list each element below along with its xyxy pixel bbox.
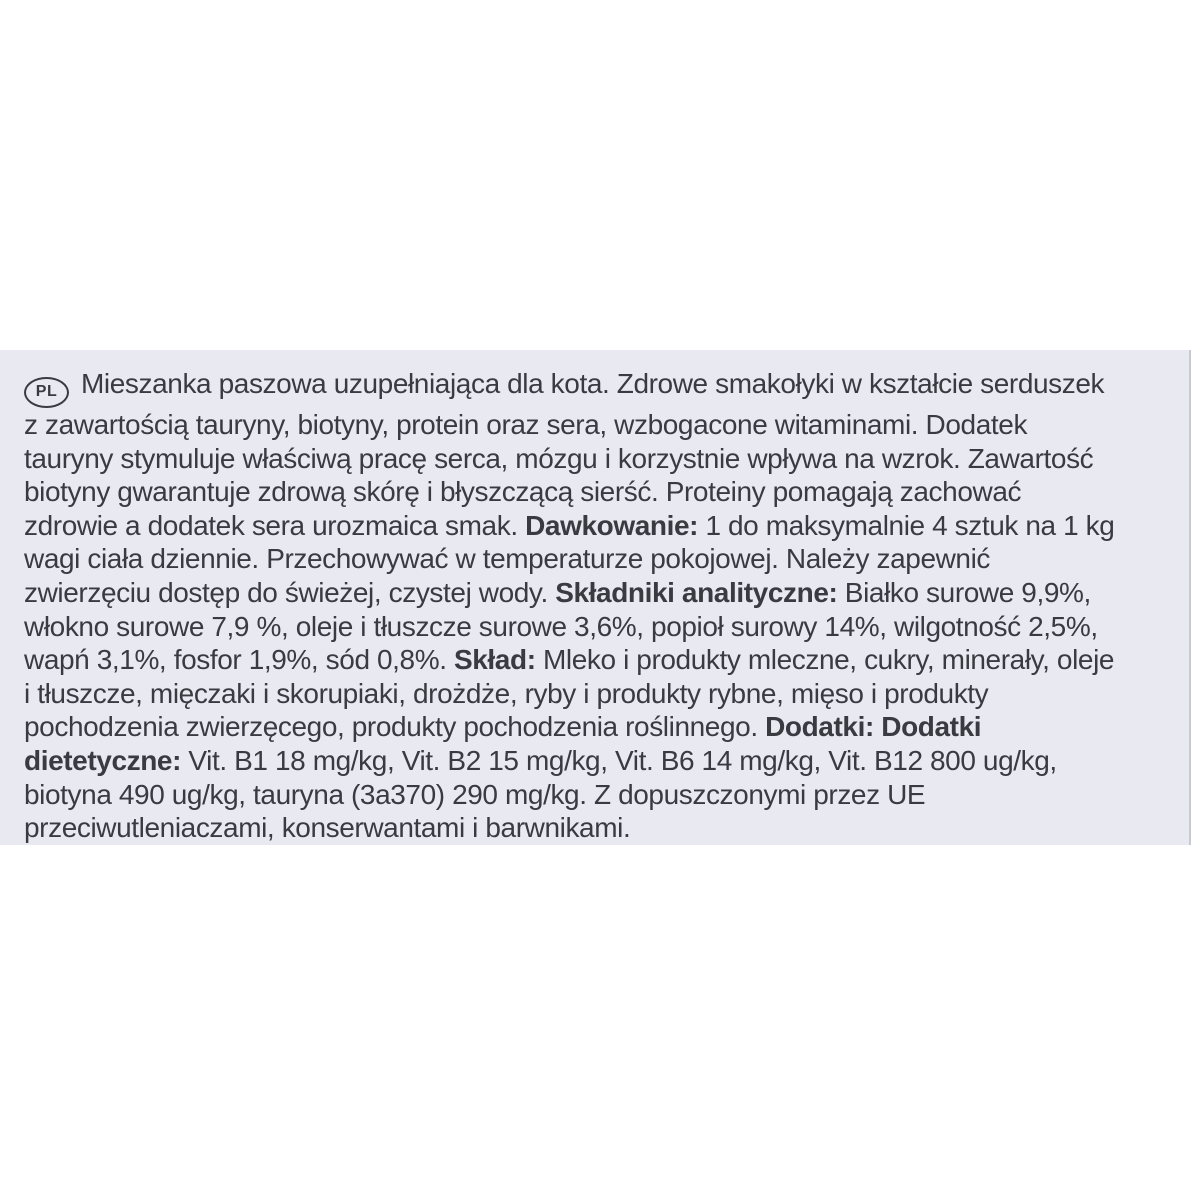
label-line: [24, 576, 1189, 610]
label-line: [24, 778, 1189, 812]
label-line: [24, 475, 1189, 509]
label-text-bold-segment: Skład:: [453, 644, 536, 676]
label-text-segment: 1 do maksymalnie 4 sztuk na 1 kg: [698, 509, 1115, 541]
label-text-segment: zdrowie a dodatek sera urozmaica smak.: [24, 509, 526, 541]
label-text-bold-segment: Dawkowanie:: [525, 509, 699, 541]
label-panel: [0, 350, 1191, 845]
label-text-segment: biotyna 490 ug/kg, tauryna (3a370) 290 mg/kg. Z dopuszczonymi przez UE: [24, 778, 926, 810]
label-line: [24, 367, 1189, 408]
label-text-segment: Vit. B1 18 mg/kg, Vit. B2 15 mg/kg, Vit. B6 14 mg/kg, Vit. B12 800 ug/kg,: [181, 744, 1057, 776]
label-line: [24, 677, 1189, 711]
label-text-segment: zwierzęciu dostęp do świeżej, czystej wody.: [24, 576, 556, 608]
label-line: [24, 744, 1189, 778]
label-text-segment: tauryny stymuluje właściwą pracę serca, mózgu i korzystnie wpływa na wzrok. Zawartość: [24, 442, 1094, 474]
label-text-bold-segment: Składniki analityczne:: [555, 576, 838, 608]
label-text: [24, 367, 1189, 845]
label-line: [24, 811, 1189, 845]
label-text-segment: przeciwutleniaczami, konserwantami i barwnikami.: [24, 812, 631, 844]
label-line: [24, 643, 1189, 677]
label-text-segment: wagi ciała dziennie. Przechowywać w temperaturze pokojowej. Należy zapewnić: [24, 543, 991, 575]
label-text-segment: Mleko i produkty mleczne, cukry, minerały, oleje: [535, 644, 1115, 676]
label-text-segment: pochodzenia zwierzęcego, produkty pochodzenia roślinnego.: [24, 711, 766, 743]
label-text-segment: biotyny gwarantuje zdrową skórę i błyszczącą sierść. Proteiny pomagają zachować: [24, 476, 1022, 508]
label-text-segment: włokno surowe 7,9 %, oleje i tłuszcze surowe 3,6%, popioł surowy 14%, wilgotność 2,5%,: [24, 610, 1098, 642]
label-text-segment: Białko surowe 9,9%,: [837, 576, 1091, 608]
label-line: [24, 610, 1189, 644]
label-line: [24, 442, 1189, 476]
label-line: [24, 408, 1189, 442]
label-line: [24, 509, 1189, 543]
label-text-segment: i tłuszcze, mięczaki i skorupiaki, drożdże, ryby i produkty rybne, mięso i produkty: [24, 677, 989, 709]
label-text-segment: Mieszanka paszowa uzupełniająca dla kota. Zdrowe smakołyki w kształcie serduszek: [81, 368, 1105, 399]
label-text-bold-segment: Dodatki: Dodatki: [765, 711, 982, 743]
pl-language-icon: PL: [24, 377, 69, 408]
label-text-bold-segment: dietetyczne:: [24, 744, 182, 776]
label-line: [24, 710, 1189, 744]
label-text-segment: z zawartością tauryny, biotyny, protein oraz sera, wzbogacone witaminami. Dodatek: [24, 409, 1028, 440]
label-line: [24, 542, 1189, 576]
label-text-segment: wapń 3,1%, fosfor 1,9%, sód 0,8%.: [24, 644, 454, 676]
